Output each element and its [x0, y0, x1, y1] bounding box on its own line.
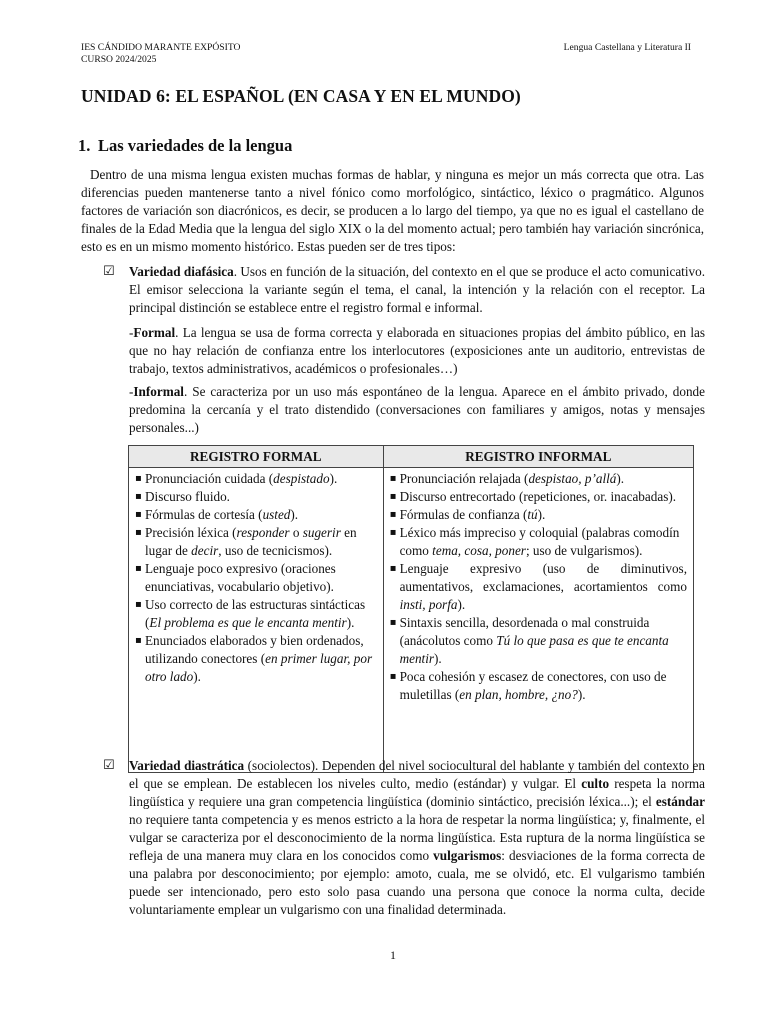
item-text: Enunciados elaborados y bien ordenados, utilizando conectores (	[145, 633, 364, 666]
list-item	[135, 596, 377, 632]
item-text: ).	[577, 687, 586, 702]
informal-paragraph	[129, 383, 705, 437]
item-text: Lenguaje poco expresivo (oraciones enunciativas, vocabulario objetivo).	[145, 561, 336, 594]
item-text: ).	[290, 507, 299, 522]
item-text: ).	[616, 471, 625, 486]
table-row	[129, 468, 694, 773]
item-example: usted	[262, 507, 291, 522]
item-example: despistao, p’allá	[528, 471, 617, 486]
item-text: Fórmulas de confianza (	[399, 507, 528, 522]
header-registro-formal: REGISTRO FORMAL	[129, 446, 384, 468]
list-item	[390, 668, 687, 704]
page-number: 1	[390, 948, 396, 962]
item-text: Lenguaje expresivo (uso de diminutivos, aumentativos, exclamaciones, acortamientos como	[399, 561, 687, 594]
item-text: ).	[537, 507, 546, 522]
course-year: CURSO 2024/2025	[81, 54, 157, 65]
item-text: ).	[346, 615, 355, 630]
list-item	[135, 488, 377, 506]
item-text: Sintaxis sencilla, desordenada o mal construida (anácolutos como	[399, 615, 650, 648]
list-item	[135, 506, 377, 524]
list-item	[135, 560, 377, 596]
formal-text: . La lengua se usa de forma correcta y elaborada en situaciones propias del ámbito público, en las que no hay relación de confianza entre los interlocutores (exposiciones ante un auditorio, entrevistas de trabajo, textos administrativos, académicos o profesionales…)	[129, 325, 705, 376]
diastratica-item	[103, 757, 705, 919]
item-text: Discurso fluido.	[145, 489, 230, 504]
list-item	[390, 488, 687, 506]
item-text: ).	[434, 651, 442, 666]
list-item	[390, 470, 687, 488]
item-example: insti, porfa	[399, 597, 458, 612]
formal-term: Formal	[133, 325, 176, 340]
item-example: decir	[191, 543, 219, 558]
formal-prefix: -	[129, 325, 134, 340]
item-example: tú	[527, 507, 538, 522]
item-text: Fórmulas de cortesía (	[145, 507, 263, 522]
item-text: Pronunciación cuidada (	[145, 471, 274, 486]
diastratica-text: no requiere tanta competencia y es menos estricto a la hora de respetar la norma lingüística; y, finalmente, el vulgar se caracteriza por el desconocimiento de la norma lingüística. Esta ruptura de la norma lingüística se refleja de una manera muy clara en los conocidos como	[129, 812, 705, 863]
diafasica-item	[103, 263, 705, 317]
list-item	[135, 524, 377, 560]
item-example: Tú lo que pasa es que te encanta mentir	[399, 633, 669, 666]
section-number: 1.	[78, 136, 91, 155]
informal-text: . Se caracteriza por un uso más espontáneo de la lengua. Aparece en el ámbito privado, donde predomina la cercanía y el trato distendido (conversaciones con familiares y amigos, notas y mensajes personales...)	[129, 384, 705, 435]
list-item	[135, 632, 377, 686]
section-title	[78, 136, 292, 156]
checkbox-checked-icon: ☑	[103, 264, 115, 279]
term-estandar: estándar	[655, 794, 705, 809]
term-vulgarismos: vulgarismos	[433, 848, 502, 863]
table-header-row	[129, 446, 694, 468]
informal-prefix: -	[129, 384, 134, 399]
item-text: ).	[193, 669, 201, 684]
informal-column	[383, 468, 693, 773]
diastratica-text: (sociolectos). Dependen del nivel sociocultural del hablante y también del contexto en el que se emplean. De establecen los niveles culto, medio (estándar) y vulgar. El	[129, 758, 705, 791]
intro-paragraph: Dentro de una misma lengua existen muchas formas de hablar, y ninguna es mejor un más correcta que otra. Las diferencias pueden mantenerse tanto a nivel fónico como morfológico, sintáctico, léxico o pragmático. Algunos factores de variación son diacrónicos, es decir, se producen a lo largo del tiempo, ya que no es igual el castellano de finales de la Edad Media que la lengua del siglo XIX o la del momento actual; pero también hay variación sincrónica, esto es en un mismo momento histórico. Estas pueden ser de tres tipos:	[81, 167, 704, 254]
checkbox-checked-icon: ☑	[103, 758, 115, 773]
diastratica-text: : desviaciones de la forma correcta de una palabra por desconocimiento; por ejemplo: amoto, cuala, me se olvidó, etc. El vulgarismo también puede ser intencionado, pero esto solo pasa cuando una persona que conoce la norma culta, decide voluntariamente emplear un vulgarismo con una finalidad determinada.	[129, 848, 705, 917]
item-example: en primer lugar, por otro lado	[145, 651, 373, 684]
register-table	[128, 445, 694, 773]
diastratica-paragraph	[129, 757, 705, 919]
term-culto: culto	[581, 776, 610, 791]
item-example: El problema es que le encanta mentir	[149, 615, 347, 630]
item-text: en lugar de	[145, 525, 357, 558]
header-registro-informal: REGISTRO INFORMAL	[383, 446, 693, 468]
diafasica-term: Variedad diafásica	[129, 264, 234, 279]
unit-title: UNIDAD 6: EL ESPAÑOL (EN CASA Y EN EL MUNDO)	[81, 86, 521, 106]
list-item	[390, 506, 687, 524]
item-text: Pronunciación relajada (	[399, 471, 529, 486]
diastratica-text: respeta la norma lingüística y requiere una gran competencia lingüística (dominio sintáctico, precisión léxica...); el	[129, 776, 705, 809]
item-text: Discurso entrecortado (repeticiones, or. inacabadas).	[399, 489, 677, 504]
list-item	[390, 524, 687, 560]
list-item	[390, 560, 687, 614]
item-text: Poca cohesión y escasez de conectores, con uso de muletillas (	[399, 669, 667, 702]
item-text: o	[289, 525, 303, 540]
section-title-text: Las variedades de la lengua	[98, 136, 293, 155]
item-example: en plan, hombre, ¿no?	[459, 687, 578, 702]
item-text: Léxico más impreciso y coloquial (palabras comodín como	[399, 525, 680, 558]
formal-list	[135, 470, 377, 686]
header-subject: Lengua Castellana y Literatura II	[563, 42, 691, 53]
formal-paragraph	[129, 324, 705, 378]
informal-term: Informal	[133, 384, 184, 399]
school-name: IES CÁNDIDO MARANTE EXPÓSITO	[81, 42, 241, 53]
header-left	[81, 42, 240, 66]
item-example: responder	[236, 525, 290, 540]
list-item	[135, 470, 377, 488]
formal-column	[129, 468, 384, 773]
item-text: Precisión léxica (	[145, 525, 237, 540]
diafasica-text: . Usos en función de la situación, del contexto en el que se produce el acto comunicativo. El emisor selecciona la variante según el tema, el canal, la intención y la relación con el receptor. La principal distinción se establece entre el registro formal e informal.	[129, 264, 705, 315]
diastratica-term: Variedad diastrática	[129, 758, 245, 773]
list-item	[390, 614, 687, 668]
item-example: sugerir	[302, 525, 341, 540]
diafasica-paragraph	[129, 263, 705, 317]
item-text: ).	[329, 471, 338, 486]
item-text: ; uso de vulgarismos).	[525, 543, 643, 558]
item-text: ).	[457, 597, 466, 612]
item-example: despistado	[273, 471, 330, 486]
item-text: Uso correcto de las estructuras sintácticas (	[145, 597, 366, 630]
item-text: , uso de tecnicismos).	[218, 543, 333, 558]
item-example: tema, cosa, poner	[432, 543, 526, 558]
informal-list	[390, 470, 687, 704]
